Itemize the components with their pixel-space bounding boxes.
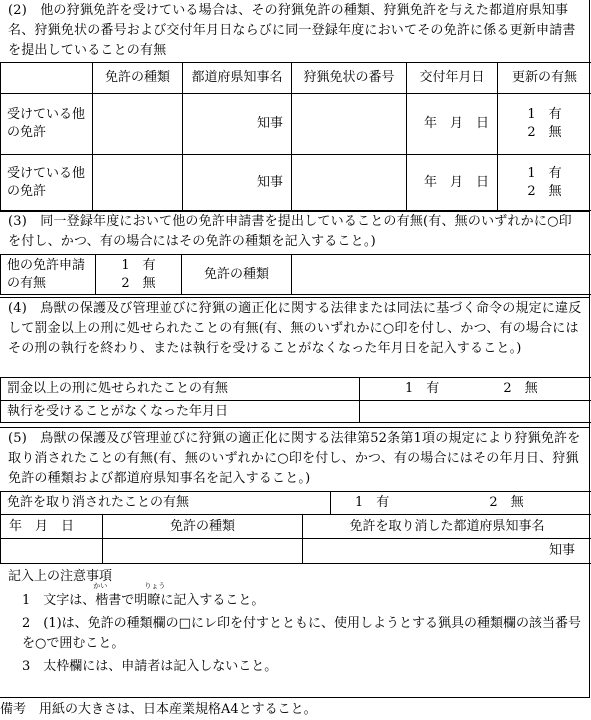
renewal-option-no: 2 無 [527,125,562,140]
execution-end-date-input[interactable] [360,401,591,423]
license-number-cell-2[interactable] [292,155,407,211]
divider [0,297,590,298]
blank-header [1,63,93,94]
renewal-option-no: 2 無 [527,183,562,199]
revocation-detail-table [0,514,591,564]
header-renewal: 更新の有無 [498,63,591,94]
section-3-text: (3) 同一登録年度において他の免許申請書を提出していることの有無(有、無のいずれかに○印を付し、かつ、有の場合にはその免許の種類を記入すること。) [8,214,572,249]
section-4-text: (4) 鳥獣の保護及び管理並びに狩猟の適正化に関する法律または同法に基づく命令の規定に違反して罰金以上の刑に処せられたことの有無(有、無のいずれかに○印を付し、かつ、有の場合にはその刑の執行を終わり、または執行を受けることがなくなった年月日を記入すること。) [8,301,582,356]
option-no: 2 無 [503,381,538,396]
section-2-text: (2) 他の狩猟免許を受けている場合は、その狩猟免許の種類、狩猟免許を与えた都道府県知事名、狩猟免状の番号および交付年月日ならびに同一登録年度においてその免許に係る更新申請書を提出していることの有無 [8,3,576,58]
execution-end-date-label: 執行を受けることがなくなった年月日 [1,401,360,423]
ruby-kaisho: 楷 かい [93,582,109,608]
license-type-label: 免許の種類 [182,255,292,295]
row-label-other-license-2: 受けている他の免許 [1,155,93,211]
header-revocation-date: 年 月 日 [1,515,103,539]
revoking-governor-input[interactable]: 知事 [303,539,591,564]
license-type-input[interactable] [292,255,591,295]
other-application-options[interactable] [96,255,182,295]
license-number-cell-1[interactable] [292,94,407,155]
revocation-label: 免許を取り消されたことの有無 [1,492,331,515]
revoked-license-type-input[interactable] [103,539,303,564]
other-license-table [0,62,591,211]
header-license-number: 狩猟免状の番号 [292,63,407,94]
revocation-date-input[interactable] [1,539,103,564]
header-license-type: 免許の種類 [93,63,183,94]
revocation-status-table [0,491,591,515]
note-1: 1 文字は、楷 かい 書で明瞭 りょう に記入すること。 [8,591,582,611]
penalty-label: 罰金以上の刑に処せられたことの有無 [1,378,360,401]
header-revoked-license-type: 免許の種類 [103,515,303,539]
note-3: 3 太枠欄には、申請者は記入しないこと。 [22,659,278,674]
option-yes: 1 有 [405,381,440,396]
notes-section [0,563,590,698]
renewal-option-yes: 1 有 [527,165,562,181]
notes-title: 記入上の注意事項 [8,569,113,584]
issue-date-cell-2[interactable]: 年 月 日 [407,155,498,211]
renewal-option-yes: 1 有 [527,107,562,122]
governor-cell-2[interactable]: 知事 [183,155,292,211]
divider [0,563,590,564]
note-2: 2 (1)は、免許の種類欄の□にレ印を付すとともに、使用しようとする猟具の種類欄の該当番号を○で囲むこと。 [22,616,581,651]
divider [0,211,590,212]
license-type-cell-2[interactable] [93,155,183,211]
issue-date-cell-1[interactable]: 年 月 日 [407,94,498,155]
governor-cell-1[interactable]: 知事 [183,94,292,155]
option-no: 2 無 [489,495,524,510]
remark: 備考 用紙の大きさは、日本産業規格A4とすること。 [0,702,317,717]
other-application-label: 他の免許申請の有無 [1,255,96,295]
renewal-cell-2[interactable] [498,155,591,211]
divider [0,427,590,428]
header-revoking-governor: 免許を取り消した都道府県知事名 [303,515,591,539]
penalty-table [0,377,591,423]
revocation-options[interactable] [331,492,591,515]
option-yes: 1 有 [121,257,156,273]
divider [0,697,590,698]
row-label-other-license-1: 受けている他の免許 [1,94,93,155]
other-application-table [0,254,591,295]
header-governor-name: 都道府県知事名 [183,63,292,94]
penalty-options[interactable] [360,378,591,401]
license-type-cell-1[interactable] [93,94,183,155]
header-issue-date: 交付年月日 [407,63,498,94]
section-5-text: (5) 鳥獣の保護及び管理並びに狩猟の適正化に関する法律第52条第1項の規定により狩猟免許を取り消されたことの有無(有、無のいずれかに○印を付し、かつ、有の場合にはその年月日、狩猟免許の種類および都道府県知事名を記入すること。) [8,431,581,486]
ruby-ryo: 瞭 りょう [144,582,166,608]
option-no: 2 無 [121,275,156,291]
renewal-cell-1[interactable] [498,94,591,155]
option-yes: 1 有 [355,495,390,510]
